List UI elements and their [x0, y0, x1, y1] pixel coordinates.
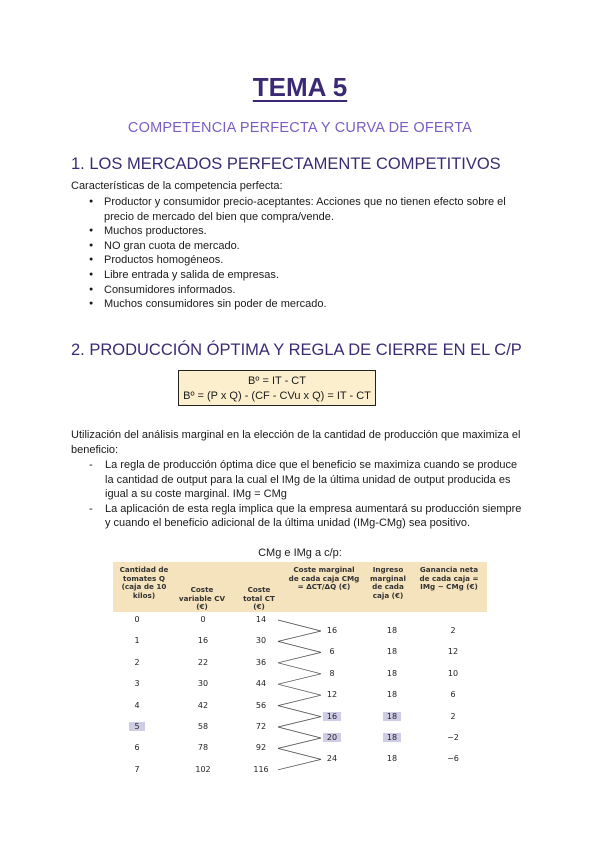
cell-variable-cost: 78 [197, 743, 209, 753]
characteristics-list [71, 195, 521, 312]
formula-line: Bº = (P x Q) - (CF - CVu x Q) = IT - CT [183, 390, 371, 402]
cell-variable-cost: 102 [195, 764, 211, 774]
cell-marginal-cost: 20 [323, 733, 341, 742]
cell-quantity: 2 [134, 657, 140, 667]
list-item: ● NO gran cuota de mercado. [71, 239, 521, 254]
cell-net-gain: 2 [450, 711, 456, 721]
cell-marginal-revenue: 18 [386, 626, 398, 635]
list-item: ● Productor y consumidor precio-aceptantes: Acciones que no tienen efecto sobre el precio de mercado del bien que compra/vende. [71, 195, 521, 224]
cell-quantity: 4 [134, 700, 140, 710]
cell-net-gain: −6 [447, 754, 459, 764]
cell-net-gain: 2 [450, 626, 456, 635]
cell-marginal-cost: 16 [323, 712, 341, 721]
cell-quantity: 0 [134, 615, 140, 624]
document-title: TEMA 5 [252, 72, 348, 102]
formula-line: Bº = IT - CT [248, 375, 306, 387]
list-item: - La regla de producción óptima dice que el beneficio se maximiza cuando se produce la cantidad de output para la cual el IMg de la última unidad de output producida es igual a su coste marginal. IMg = CMg [71, 458, 526, 502]
connector-line-lower [278, 674, 321, 684]
header-net-gain: Ganancia neta de cada caja = IMg − CMg (€) [419, 565, 479, 591]
cell-total-cost: 44 [255, 679, 267, 689]
cell-marginal-cost: 8 [329, 668, 335, 678]
section1-heading: 1. LOS MERCADOS PERFECTAMENTE COMPETITIVOS [71, 155, 501, 173]
cell-net-gain: 12 [447, 647, 459, 657]
section2-paragraph: Utilización del análisis marginal en la elección de la cantidad de producción que maximiza el beneficio: [71, 429, 521, 456]
connector-line-upper [278, 620, 321, 631]
formula-box [178, 370, 376, 406]
cell-marginal-cost: 24 [326, 754, 338, 764]
section2-heading: 2. PRODUCCIÓN ÓPTIMA Y REGLA DE CIERRE EN EL C/P [71, 341, 522, 359]
cell-marginal-cost: 12 [326, 690, 338, 700]
list-item: ● Muchos consumidores sin poder de mercado. [71, 297, 521, 312]
cell-variable-cost: 16 [197, 636, 209, 646]
table-caption: CMg e IMg a c/p: [258, 547, 342, 559]
cell-marginal-revenue: 18 [386, 754, 398, 764]
cell-quantity: 7 [134, 764, 140, 774]
connector-line-lower [278, 695, 321, 705]
cell-net-gain: −2 [447, 733, 459, 742]
cell-marginal-cost: 16 [326, 626, 338, 635]
list-item: - La aplicación de esta regla implica que la empresa aumentará su producción siempre y cuando el beneficio adicional de la última unidad (IMg-CMg) sea positivo. [71, 502, 526, 531]
cell-marginal-cost: 6 [329, 647, 335, 657]
list-item: ● Consumidores informados. [71, 283, 521, 298]
cell-net-gain: 10 [447, 668, 459, 678]
cell-total-cost: 72 [255, 722, 267, 731]
cell-variable-cost: 30 [197, 679, 209, 689]
cell-total-cost: 56 [255, 700, 267, 710]
connector-line-upper [278, 706, 321, 717]
connector-line-upper [278, 748, 321, 759]
connector-line-upper [278, 684, 321, 695]
cell-net-gain: 6 [450, 690, 456, 700]
cell-variable-cost: 58 [197, 722, 209, 731]
list-item: ● Muchos productores. [71, 224, 521, 239]
connector-line-upper [278, 727, 321, 738]
cell-marginal-revenue: 18 [383, 712, 401, 721]
cell-marginal-revenue: 18 [386, 690, 398, 700]
cell-marginal-revenue: 18 [386, 647, 398, 657]
connector-line-lower [278, 759, 321, 769]
cell-total-cost: 14 [255, 615, 267, 624]
connector-line-lower [278, 652, 321, 662]
cell-total-cost: 36 [255, 657, 267, 667]
header-marginal-cost: Coste marginal de cada caja CMg = ΔCT/ΔQ (€) [288, 565, 360, 591]
marginal-connector-lines [113, 562, 487, 774]
connector-line-upper [278, 663, 321, 674]
connector-line-lower [278, 717, 321, 727]
header-quantity: Cantidad de tomates Q (caja de 10 kilos) [119, 565, 169, 600]
header-variable-cost: Coste variable CV (€) [178, 585, 226, 611]
connector-line-upper [278, 641, 321, 652]
header-total-cost: Coste total CT (€) [243, 585, 275, 611]
cell-total-cost: 92 [255, 743, 267, 753]
connector-line-lower [278, 738, 321, 748]
cell-quantity: 1 [134, 636, 140, 646]
cell-marginal-revenue: 18 [386, 668, 398, 678]
cell-variable-cost: 22 [197, 657, 209, 667]
rules-list [71, 458, 526, 531]
cell-quantity: 6 [134, 743, 140, 753]
cell-quantity: 3 [134, 679, 140, 689]
cell-total-cost: 116 [253, 764, 269, 774]
list-item: ● Productos homogéneos. [71, 253, 521, 268]
cell-variable-cost: 42 [197, 700, 209, 710]
cell-variable-cost: 0 [200, 615, 206, 624]
cell-quantity: 5 [129, 722, 145, 731]
connector-line-lower [278, 631, 321, 641]
cell-marginal-revenue: 18 [383, 733, 401, 742]
document-subtitle: COMPETENCIA PERFECTA Y CURVA DE OFERTA [127, 120, 473, 136]
header-marginal-revenue: Ingreso marginal de cada caja (€) [370, 565, 406, 600]
list-item: ● Libre entrada y salida de empresas. [71, 268, 521, 283]
marginal-analysis-table [113, 562, 487, 774]
section1-intro: Características de la competencia perfecta: [71, 180, 283, 192]
cell-total-cost: 30 [255, 636, 267, 646]
